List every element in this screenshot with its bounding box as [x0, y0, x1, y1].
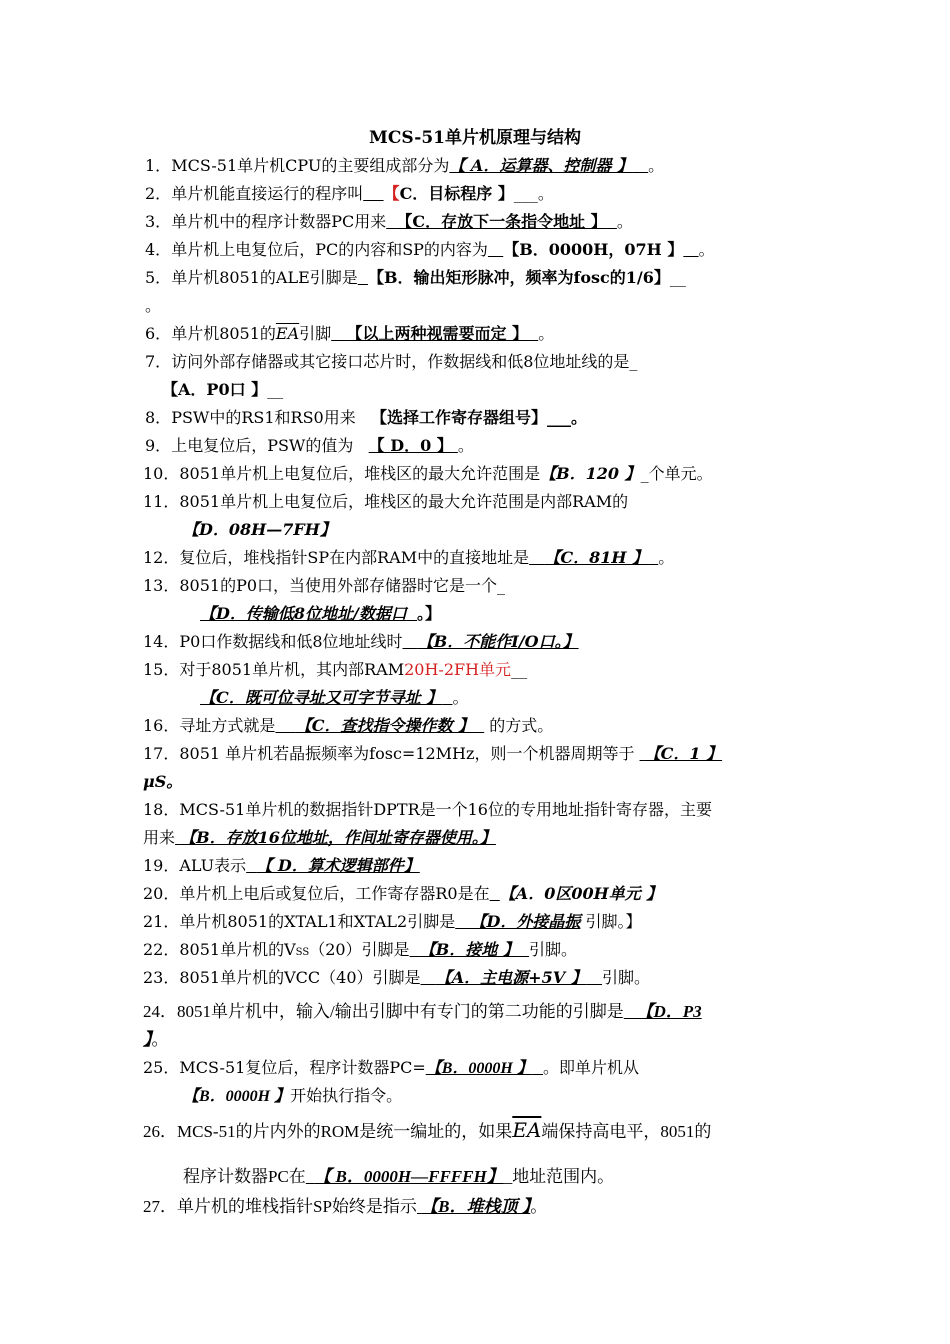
answer-10: 【B．120 】 [540, 464, 641, 483]
question-3: 3．单片机中的程序计数器PC用来 【C．存放下一条指令地址 】 。 [145, 212, 633, 231]
answer-1: 【 A．运算器、控制器 】 [449, 156, 633, 175]
question-20: 20．单片机上电后或复位后，工作寄存器R0是在 【A．0区00H单元 】 [143, 884, 663, 903]
answer-5: 【B．输出矩形脉冲，频率为fosc的1/6】 [367, 268, 670, 287]
answer-13: 【D．传输低8位地址/数据口 [200, 604, 407, 623]
question-24: 24．8051单片机中，输入/输出引脚中有专门的第二功能的引脚是 【D．P3 [143, 1002, 702, 1021]
question-16: 16．寻址方式就是 【C．查找指令操作数 】 的方式。 [143, 716, 554, 735]
question-13: 13．8051的P0口，当使用外部存储器时它是一个_ [143, 576, 506, 595]
page-title: MCS-51单片机原理与结构 [369, 128, 581, 148]
question-10: 10．8051单片机上电复位后，堆栈区的最大允许范围是【B．120 】_个单元。 [143, 464, 713, 483]
question-5-cont: 。 [145, 296, 162, 315]
answer-18: 【B．存放16位地址，作间址寄存器使用。】 [180, 828, 496, 847]
question-23: 23．8051单片机的VCC（40）引脚是 【A．主电源+5V 】 引脚。 [143, 968, 650, 987]
ea-overbar-label-2: $\overline{EA}$ [512, 1118, 542, 1142]
ea-overbar-label: $\overline{EA}$ [275, 324, 300, 343]
answer-6: 【以上两种视需要而定 】 [346, 324, 529, 343]
question-25: 25．MCS-51复位后，程序计数器PC=【B．0000H 】 。即单片机从 [143, 1058, 640, 1077]
question-13-cont: 【D．传输低8位地址/数据口 。】 [200, 604, 442, 623]
question-26-cont: 程序计数器PC在 【 B．0000H—FFFFH】_地址范围内。 [183, 1167, 615, 1186]
question-6: 6．单片机8051的$\overline{EA}$引脚 【以上两种视需要而定 】 。 [145, 324, 555, 343]
question-26: 26．MCS-51的片内外的ROM是统一编址的，如果$\overline{EA}$端保持高电平，8051的 [143, 1118, 712, 1142]
question-14: 14．P0口作数据线和低8位地址线时 【B．不能作I/O口。】 [143, 632, 579, 651]
question-11: 11．8051单片机上电复位后，堆栈区的最大允许范围是内部RAM的 [143, 492, 629, 511]
question-27: 27．单片机的堆栈指针SP始终是指示 【B．堆栈顶 】。 [143, 1197, 548, 1216]
answer-23: 【A．主电源+5V 】 [435, 968, 587, 987]
question-7-cont: 【A．P0口 】__ [162, 380, 284, 399]
question-25-cont: 【B．0000H 】开始执行指令。 [183, 1086, 403, 1105]
ram-range-highlight: 20H-2FH单元 [404, 660, 512, 679]
question-17: 17．8051 单片机若晶振频率为fosc=12MHz，则一个机器周期等于 【C．1 】 [143, 744, 723, 763]
answer-2: C．目标程序 】 [399, 184, 514, 203]
question-9: 9．上电复位后，PSW的值为 【 D．0 】 。 [145, 436, 474, 455]
answer-21: 【D．外接晶振 [470, 912, 581, 931]
answer-15: 【C．既可位寻址又可字节寻址 】 [200, 688, 443, 707]
answer-26: 【 B．0000H—FFFFH】 [314, 1167, 504, 1186]
question-1: 1．MCS-51单片机CPU的主要组成部分为【 A．运算器、控制器 】 。 [145, 156, 665, 175]
answer-22: 【B．接地 】 [419, 940, 519, 959]
answer-16: 【C．查找指令操作数 】 [295, 716, 475, 735]
question-15-cont: 【C．既可位寻址又可字节寻址 】 。 [200, 688, 469, 707]
question-22: 22．8051单片机的VSS（20）引脚是 【B．接地 】 引脚。 [143, 940, 578, 959]
question-18-cont: 用来 【B．存放16位地址，作间址寄存器使用。】 [143, 828, 496, 847]
question-21: 21．单片机8051的XTAL1和XTAL2引脚是 【D．外接晶振 引脚。】 [143, 912, 642, 931]
answer-11: 【D．08H—7FH】 [183, 520, 336, 539]
question-19: 19．ALU表示 【 D．算术逻辑部件】 [143, 856, 420, 875]
question-2: 2．单片机能直接运行的程序叫 【C．目标程序 】___。 [145, 184, 554, 203]
answer-20: 【A．0区00H单元 】 [499, 884, 663, 903]
question-12: 12．复位后，堆栈指针SP在内部RAM中的直接地址是 【C．81H 】 。 [143, 548, 675, 567]
question-15: 15．对于8051单片机，其内部RAM20H-2FH单元__ [143, 660, 528, 679]
answer-14: 【B．不能作I/O口。】 [417, 632, 579, 651]
answer-7: 【A．P0口 】 [162, 380, 268, 399]
question-11-cont [183, 516, 336, 544]
question-7: 7．访问外部存储器或其它接口芯片时，作数据线和低8位地址线的是_ [145, 352, 638, 371]
question-8: 8．PSW中的RS1和RS0用来 【选择工作寄存器组号】___。 [145, 408, 588, 427]
answer-12: 【C．81H 】 [544, 548, 649, 567]
question-18: 18．MCS-51单片机的数据指针DPTR是一个16位的专用地址指针寄存器，主要 [143, 800, 712, 819]
answer-4: 【B．0000H，07H 】 [503, 240, 684, 259]
question-17-cont: μS。 [143, 772, 183, 791]
answer-3: 【C．存放下一条指令地址 】 [396, 212, 607, 231]
question-5: 5．单片机8051的ALE引脚是 【B．输出矩形脉冲，频率为fosc的1/6】__ [145, 268, 686, 287]
answer-9: 【 D．0 】 [368, 436, 453, 455]
answer-24: 【D．P3 [636, 1002, 702, 1021]
answer-17: 【C．1 】 [644, 744, 723, 763]
answer-25: 【B．0000H 】 [425, 1060, 533, 1077]
answer-27: 【B．堆栈顶 】 [421, 1197, 531, 1216]
answer-8: 【选择工作寄存器组号】 [371, 408, 548, 427]
question-4: 4．单片机上电复位后，PC的内容和SP的内容为 【B．0000H，07H 】 。 [145, 240, 715, 259]
answer-19: 【 D．算术逻辑部件】 [256, 856, 420, 875]
question-24-cont: 】。 [143, 1030, 169, 1049]
